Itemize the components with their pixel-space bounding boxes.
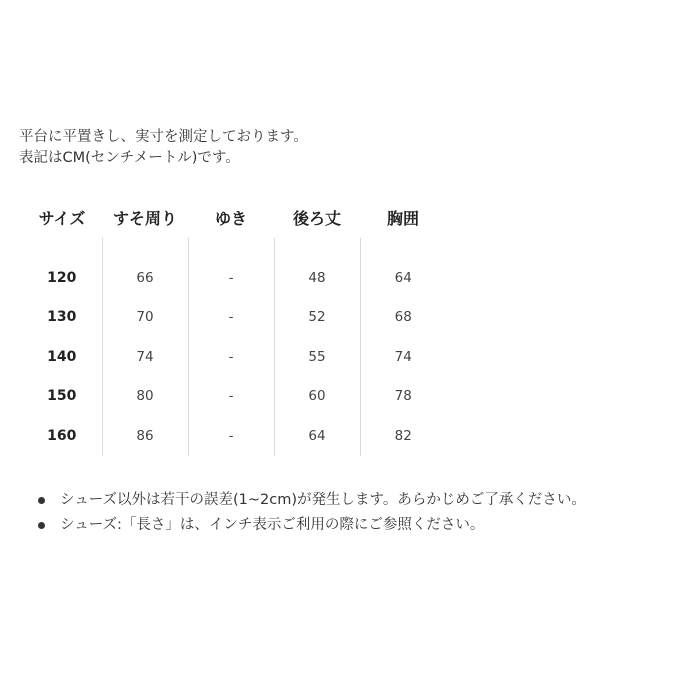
sleeve-cell: - [188,298,274,338]
hem-cell: 70 [102,298,188,338]
chest-cell: 68 [360,298,446,338]
hem-cell: 80 [102,377,188,417]
sleeve-cell: - [188,258,274,298]
chest-cell: 78 [360,377,446,417]
sleeve-cell: - [188,377,274,417]
size-table [22,196,446,456]
chest-cell: 82 [360,416,446,456]
size-cell: 160 [47,427,77,444]
header-back-length: 後ろ丈 [292,208,341,228]
back-length-cell: 60 [274,377,360,417]
size-cell: 130 [47,309,77,326]
bullet-dot-icon [38,497,45,504]
back-length-cell: 64 [274,416,360,456]
back-length-cell: 55 [274,337,360,377]
list-item [36,513,586,538]
bullet-dot-icon [38,522,45,529]
back-length-cell: 48 [274,258,360,298]
notes-list [36,488,586,538]
table-header-row [22,196,446,238]
table-row [22,377,446,417]
hem-cell: 86 [102,416,188,456]
size-cell: 140 [47,348,77,365]
sleeve-cell: - [188,416,274,456]
size-cell: 120 [47,269,77,286]
header-chest: 胸囲 [386,208,419,228]
header-hem: すそ周り [112,208,177,228]
intro-line-measurement: 平台に平置きし、実寸を測定しております。 [19,129,308,145]
size-cell: 150 [47,388,77,405]
hem-cell: 66 [102,258,188,298]
intro-line-unit: 表記はCM(センチメートル)です。 [19,150,240,166]
header-size: サイズ [38,208,86,228]
table-row [22,258,446,298]
note-text: シューズ以外は若干の誤差(1~2cm)が発生します。あらかじめご了承ください。 [60,492,586,508]
table-row [22,337,446,377]
list-item [36,488,586,513]
note-text: シューズ:「長さ」は、インチ表示ご利用の際にご参照ください。 [60,517,485,533]
hem-cell: 74 [102,337,188,377]
chest-cell: 74 [360,337,446,377]
table-row [22,416,446,456]
table-row [22,298,446,338]
header-sleeve: ゆき [214,208,247,228]
table-spacer [22,238,446,258]
chest-cell: 64 [360,258,446,298]
sleeve-cell: - [188,337,274,377]
back-length-cell: 52 [274,298,360,338]
intro-text [19,127,308,169]
